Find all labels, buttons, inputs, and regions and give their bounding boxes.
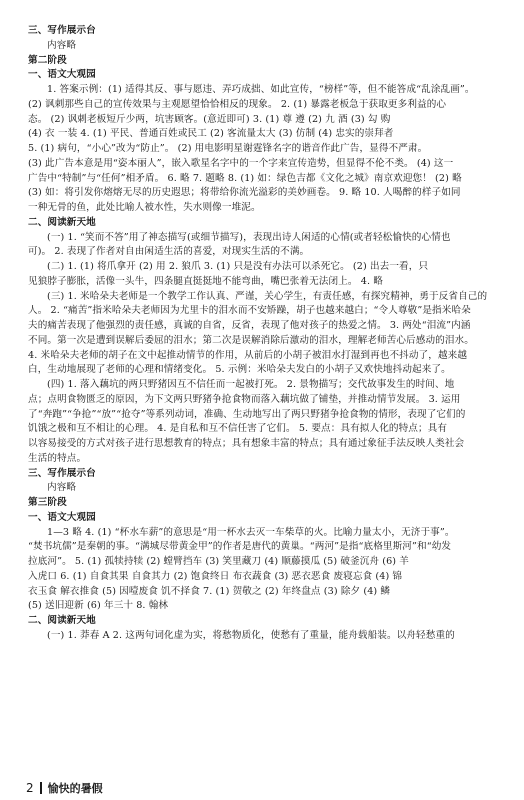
text-line: (一) 1. “笑而不答”用了神态描写(或细节描写)，表现出诗人闲适的心情(或者轻松愉快的心情也 <box>47 231 451 243</box>
text-line: 白，生动地展现了老师的心理和情绪变化。 5. 示例：米哈朵夫发白的小胡子又欢快地抖动起来了。 <box>28 364 451 376</box>
text-line: 内容略 <box>47 39 77 51</box>
text-line: (4) 衣 一装 4. (1) 平民、普通百姓或民工 (2) 客流量太大 (3) 仿制 (4) 忠实的崇拜者 <box>28 128 394 140</box>
text-line: (四) 1. 落入藕坑的两只野猪因互不信任而一起被打死。 2. 景物描写；交代故事发生的时间、地 <box>47 379 455 390</box>
text-line: (三) 1. 米哈朵夫老师是一个教学工作认真、严谨，关心学生，有责任感，有探究精神，勇于反省自己的 <box>47 290 488 302</box>
text-line: 见狼脖子膨胀，活像一头牛，四条腿直挺挺地不能弯曲，嘴巴张着无法闭上。 4. 略 <box>28 275 383 287</box>
section-heading: 二、阅读新天地 <box>28 615 96 626</box>
text-line: 态。 (2) 讽刺老板短斤少两，坑害顾客。(意近即可) 3. (1) 尊 遵 (2) 九 酒 (3) 勾 购 <box>28 113 391 125</box>
text-line: 夫的痛苦表现了他强烈的责任感，真诚的自省，反省，表现了他对孩子的热爱之情。 3. 两处“泪流”内涵 <box>28 320 471 331</box>
text-line: (二) 1. (1) 将爪拿开 (2) 用 2. 狼爪 3. (1) 只是没有办法可以杀死它。 (2) 出去一看，只 <box>47 261 429 272</box>
text-line: (3) 此广告本意是用“姿本丽人”，嵌入歌星名字中的一个字来宣传造势，但显得不伦不类。 (4) 这一 <box>28 157 454 169</box>
section-heading: 一、语文大观园 <box>28 511 96 523</box>
section-heading: 三、写作展示台 <box>28 467 96 479</box>
text-line: 点；点明食物匮乏的原因，为下文两只野猪争抢食物而落入藕坑做了铺垫，并推动情节发展。 3. 运用 <box>28 393 461 405</box>
section-heading: 第三阶段 <box>28 497 67 508</box>
text-line: 人。 2. “痛苦”指米哈朵夫老师因为尤里卡的泪水而不安矫躁，胡子也越来越白；“令人尊敬”是指米哈朵 <box>28 305 471 317</box>
section-heading: 第二阶段 <box>28 54 67 66</box>
text-line: 了“奔跑”“争抢”“放”“抢夺”等系列动词，准确、生动地写出了两只野猪争抢食物的情形，表现了它们的 <box>28 408 466 420</box>
text-line: 内容略 <box>47 482 77 494</box>
text-line: 可)。 2. 表现了作者对自由闲适生活的喜爱，对现实生活的不满。 <box>28 246 310 258</box>
page-footer <box>26 780 103 796</box>
text-line: (一) 1. 莽春 A 2. 这两句词化虚为实，将愁物质化，使愁有了重量，能舟载船装。以舟轻愁重的 <box>47 629 455 641</box>
text-line: 入虎口 6. (1) 自食其果 自食其力 (2) 饱食终日 布衣蔬食 (3) 恶衣恶食 废寝忘食 (4) 锦 <box>28 570 403 582</box>
text-line: 1. 答案示例：(1) 适得其反、事与愿违、弄巧成拙、如此宣传，“榜样”等，但不能答成“乱涂乱画”。 <box>47 84 475 95</box>
text-line: 拉底河”。 5. (1) 孤犊持犊 (2) 螳臂挡车 (3) 笑里藏刀 (4) 顺藤摸瓜 (5) 破釜沉舟 (6) 羊 <box>28 556 409 567</box>
text-line: 4. 米哈朵夫老师的胡子在文中起推动情节的作用，从前后的小胡子被泪水打湿到再也不抖动了，越来越 <box>28 349 468 361</box>
section-heading: 二、阅读新天地 <box>28 216 96 228</box>
text-line: 广告中“特制”与“任何”相矛盾。 6. 略 7. 题略 8. (1) 如：绿色吉都《文化之城》南京欢迎您！ (2) 略 <box>28 172 462 184</box>
section-heading: 三、写作展示台 <box>28 25 96 36</box>
text-line: 生活的特点。 <box>28 452 87 464</box>
text-line: (2) 讽刺那些自己的宣传效果与主观愿望恰恰相反的现象。 2. (1) 暴露老板急于获取更多利益的心 <box>28 98 447 110</box>
book-title: 愉快的暑假 <box>47 782 103 795</box>
text-line: 以容易接受的方式对孩子进行思想教育的特点；具有想象丰富的特点；具有通过象征手法反映人类社会 <box>28 438 465 449</box>
page-number: 2 <box>26 781 34 795</box>
text-line: 一种无骨的鱼，此处比喻人被水性，失水则像一堆泥。 <box>28 202 261 213</box>
footer-divider <box>40 782 42 794</box>
text-line: 饥饿之极和互不相让的心理。 4. 是自私和互不信任害了它们。 5. 要点：具有拟人化的特点；具有 <box>28 423 448 435</box>
text-line: (3) 如：将引发你熔熔无尽的历史遐思；将带给你流光溢彩的美妙画卷。 9. 略 10. 人喝醉的样子如同 <box>28 187 461 199</box>
document-page <box>28 24 496 644</box>
text-line: 5. (1) 病句，“小心”改为“防止”。 (2) 用电影明星谢霆锋名字的谐音作此广告，显得不严肃。 <box>28 143 428 154</box>
text-line: 1—3 略 4. (1) “杯水车薪”的意思是“用一杯水去灭一车柴草的火。比喻力量太小，无济于事”。 <box>47 526 455 538</box>
text-line: 不同。第一次是遭到误解后委屈的泪水；第二次是误解消除后激动的泪水，理解老师苦心后感动的泪水。 <box>28 334 474 346</box>
text-line: 衣玉食 解衣推食 (5) 因噎废食 饥不择食 7. (1) 贺敬之 (2) 年终盘点 (3) 除夕 (4) 鳞 <box>28 585 391 597</box>
text-line: “焚书坑儒”是秦朝的事。“满城尽带黄金甲”的作者是唐代的黄巢。“两河”是指“底格里斯河”和“幼发 <box>28 541 452 553</box>
text-line: (5) 送旧迎新 (6) 年三十 8. 翰林 <box>28 600 169 612</box>
section-heading: 一、语文大观园 <box>28 69 96 81</box>
